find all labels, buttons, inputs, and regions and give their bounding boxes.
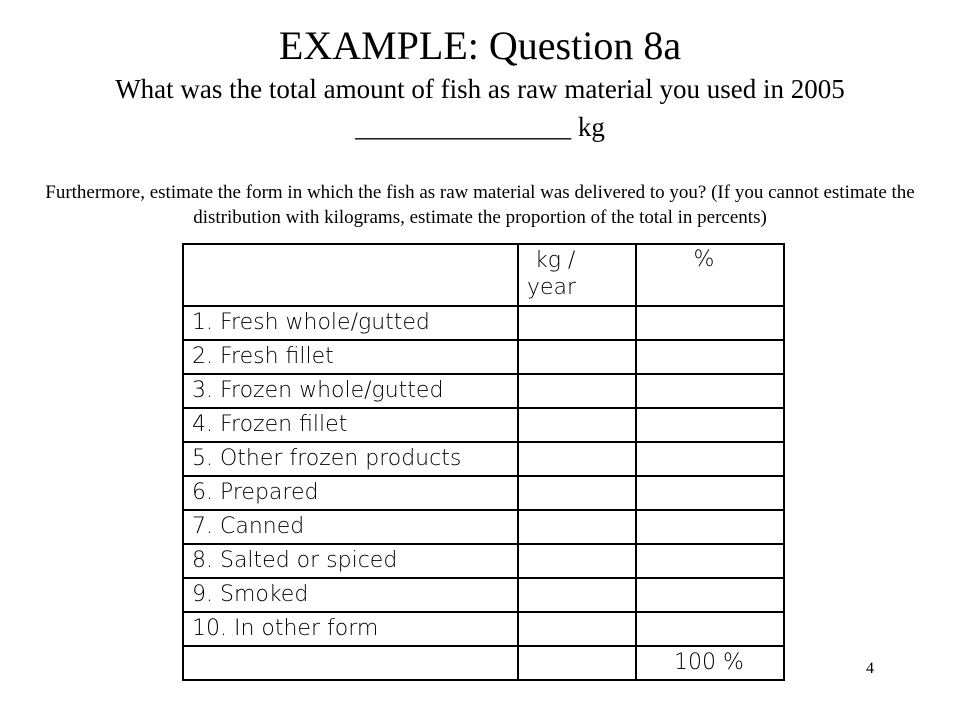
header-percent-cell bbox=[636, 244, 784, 306]
row-label: 7. Canned bbox=[183, 510, 518, 544]
row-label: 8. Salted or spiced bbox=[183, 544, 518, 578]
row-label: 10. In other form bbox=[183, 612, 518, 646]
question-text: What was the total amount of fish as raw material you used in 2005 bbox=[115, 74, 845, 104]
percent-input-cell[interactable] bbox=[636, 442, 784, 476]
table-row bbox=[183, 306, 784, 340]
row-label: 4. Frozen fillet bbox=[183, 408, 518, 442]
row-label: 2. Fresh fillet bbox=[183, 340, 518, 374]
kg-input-cell[interactable] bbox=[518, 578, 636, 612]
row-label: 1. Fresh whole/gutted bbox=[183, 306, 518, 340]
row-label: 3. Frozen whole/gutted bbox=[183, 374, 518, 408]
kg-input-cell[interactable] bbox=[518, 340, 636, 374]
page-number: 4 bbox=[866, 660, 874, 677]
percent-input-cell[interactable] bbox=[636, 340, 784, 374]
percent-input-cell[interactable] bbox=[636, 374, 784, 408]
kg-input-cell[interactable] bbox=[518, 510, 636, 544]
table-row bbox=[183, 544, 784, 578]
header-blank-cell bbox=[183, 244, 518, 306]
kg-input-cell[interactable] bbox=[518, 612, 636, 646]
table-row bbox=[183, 510, 784, 544]
kg-input-cell[interactable] bbox=[518, 476, 636, 510]
table-row bbox=[183, 612, 784, 646]
header-percent-label: % bbox=[693, 247, 715, 272]
instructions-text: Furthermore, estimate the form in which the fish as raw material was delivered to you? (If you cannot estimate the distribution with kilograms, estimate the proportion of the total in percents) bbox=[45, 182, 915, 228]
row-label: 9. Smoked bbox=[183, 578, 518, 612]
total-kg-cell bbox=[518, 646, 636, 680]
table-header-row bbox=[183, 244, 784, 306]
header-kg-label: kg / bbox=[535, 248, 576, 273]
kg-input-cell[interactable] bbox=[518, 544, 636, 578]
table-total-row bbox=[183, 646, 784, 680]
table-row bbox=[183, 578, 784, 612]
kg-input-cell[interactable] bbox=[518, 306, 636, 340]
total-blank-cell bbox=[183, 646, 518, 680]
table-row bbox=[183, 476, 784, 510]
header-kg-cell bbox=[518, 244, 636, 306]
header-year-label: year bbox=[527, 275, 577, 300]
percent-input-cell[interactable] bbox=[636, 544, 784, 578]
total-percent-label: 100 % bbox=[674, 650, 744, 675]
kg-input-cell[interactable] bbox=[518, 374, 636, 408]
total-percent-cell bbox=[636, 646, 784, 680]
raw-material-form-table bbox=[182, 243, 785, 681]
table-row bbox=[183, 442, 784, 476]
percent-input-cell[interactable] bbox=[636, 510, 784, 544]
row-label: 6. Prepared bbox=[183, 476, 518, 510]
percent-input-cell[interactable] bbox=[636, 578, 784, 612]
row-label: 5. Other frozen products bbox=[183, 442, 518, 476]
total-kg-blank: ________________ kg bbox=[355, 112, 605, 142]
kg-input-cell[interactable] bbox=[518, 408, 636, 442]
percent-input-cell[interactable] bbox=[636, 612, 784, 646]
slide-title: EXAMPLE: Question 8a bbox=[278, 23, 682, 68]
percent-input-cell[interactable] bbox=[636, 408, 784, 442]
percent-input-cell[interactable] bbox=[636, 306, 784, 340]
table-row bbox=[183, 374, 784, 408]
percent-input-cell[interactable] bbox=[636, 476, 784, 510]
table-row bbox=[183, 340, 784, 374]
table-row bbox=[183, 408, 784, 442]
kg-input-cell[interactable] bbox=[518, 442, 636, 476]
